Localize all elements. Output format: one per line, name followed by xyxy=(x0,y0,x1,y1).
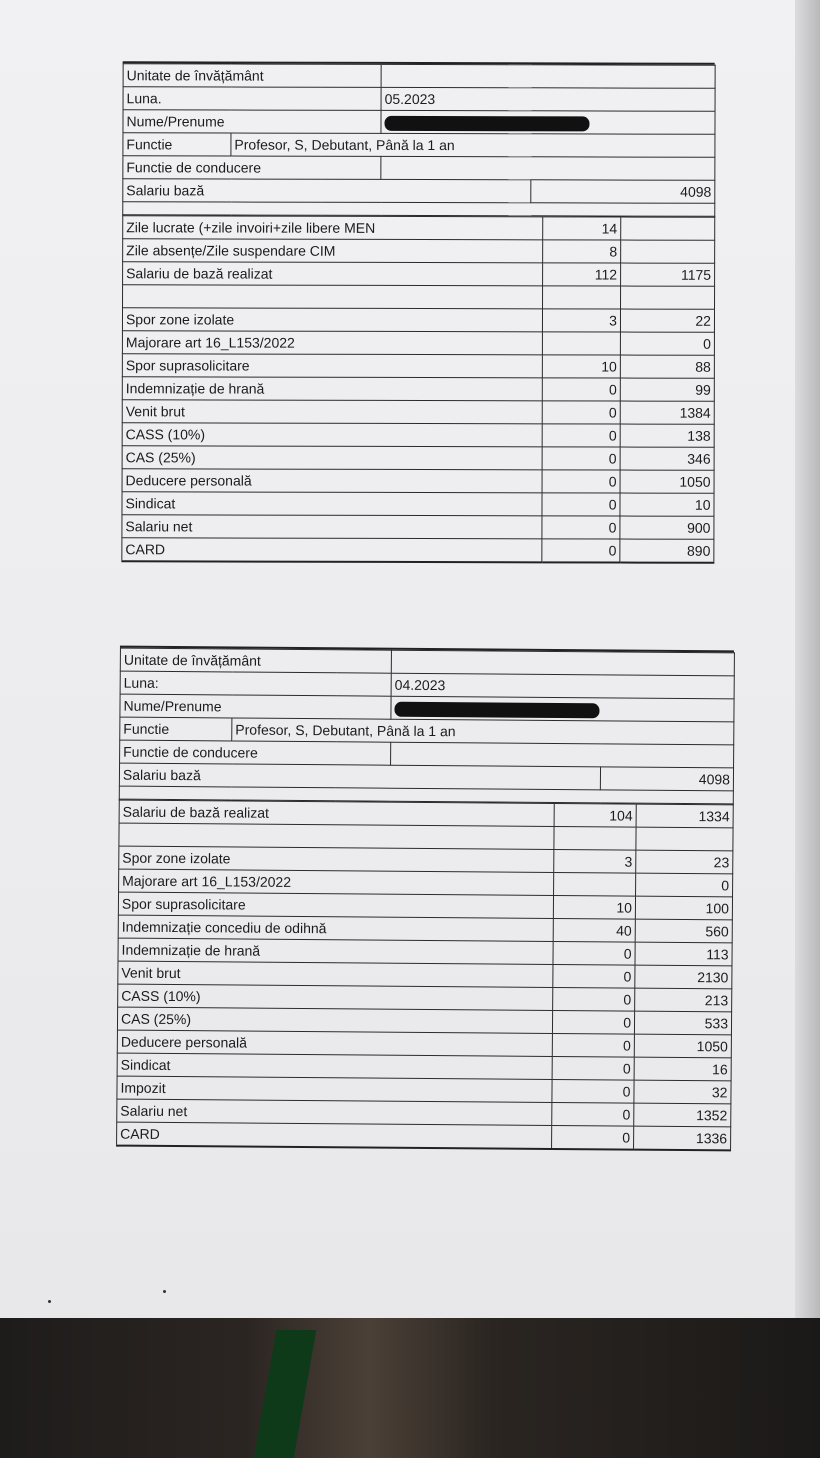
item-quantity: 0 xyxy=(542,447,620,470)
item-amount: 1352 xyxy=(634,1103,731,1127)
table-row xyxy=(122,469,714,494)
item-label: Majorare art 16_L153/2022 xyxy=(119,869,554,895)
item-label: Spor zone izolate xyxy=(119,846,554,872)
item-quantity: 3 xyxy=(554,850,636,874)
unit-label: Unitate de învățământ xyxy=(120,648,391,673)
function-value: Profesor, S, Debutant, Până la 1 an xyxy=(232,718,734,745)
table-row xyxy=(122,515,714,540)
item-quantity: 0 xyxy=(542,470,620,493)
leadership-label: Functie de conducere xyxy=(123,156,381,180)
item-amount: 1175 xyxy=(621,263,715,286)
item-label: Salariu net xyxy=(117,1099,552,1125)
table-row xyxy=(122,331,714,356)
paper-speck xyxy=(48,1300,51,1303)
function-label: Functie xyxy=(123,133,231,156)
item-label: CARD xyxy=(122,538,542,563)
item-quantity: 40 xyxy=(553,919,635,943)
item-label: Impozit xyxy=(117,1076,552,1102)
name-row xyxy=(123,110,715,135)
item-quantity: 0 xyxy=(542,378,620,401)
item-amount: 23 xyxy=(636,850,733,874)
table-row xyxy=(123,216,715,241)
item-amount: 32 xyxy=(634,1080,731,1104)
unit-label: Unitate de învățământ xyxy=(123,64,381,88)
table-row xyxy=(123,239,715,264)
background-floor xyxy=(0,1318,820,1458)
item-label: Spor zone izolate xyxy=(122,308,542,332)
item-label: Zile absențe/Zile suspendare CIM xyxy=(123,239,543,263)
item-amount: 1050 xyxy=(620,470,714,493)
redacted-name xyxy=(394,702,599,719)
item-quantity: 0 xyxy=(552,1080,634,1104)
item-label: Zile lucrate (+zile invoiri+zile libere MEN xyxy=(123,216,543,240)
item-label: Salariu de bază realizat xyxy=(119,800,554,826)
redacted-name xyxy=(385,116,590,132)
item-label: Venit brut xyxy=(122,400,542,424)
item-label: Majorare art 16_L153/2022 xyxy=(122,331,542,355)
item-quantity: 0 xyxy=(552,1126,634,1150)
item-quantity: 0 xyxy=(553,965,635,989)
table-row xyxy=(122,538,714,563)
item-quantity xyxy=(542,332,620,355)
item-label: Indemnizație de hrană xyxy=(118,938,553,964)
item-label: CAS (25%) xyxy=(122,446,542,470)
item-quantity: 0 xyxy=(552,1103,634,1127)
month-label: Luna. xyxy=(123,87,381,111)
function-value: Profesor, S, Debutant, Până la 1 an xyxy=(231,133,715,157)
name-label: Nume/Prenume xyxy=(123,110,381,134)
item-amount: 2130 xyxy=(635,965,732,989)
item-label: Indemnizație de hrană xyxy=(122,377,542,401)
item-amount: 16 xyxy=(634,1057,731,1081)
table-row xyxy=(122,308,714,333)
month-value: 04.2023 xyxy=(391,673,734,699)
item-quantity: 0 xyxy=(552,1011,634,1035)
item-label: CASS (10%) xyxy=(122,423,542,447)
item-label: Salariu de bază realizat xyxy=(123,262,543,286)
base-salary-row xyxy=(123,179,715,204)
paper-speck xyxy=(163,1290,166,1293)
payslip-april xyxy=(116,646,734,1152)
table-row xyxy=(122,423,714,448)
item-label: CARD xyxy=(117,1122,552,1149)
unit-value xyxy=(381,64,715,88)
base-salary-label: Salariu bază xyxy=(119,763,600,790)
item-amount: 22 xyxy=(620,309,714,332)
table-row xyxy=(122,354,714,379)
item-amount: 1334 xyxy=(636,804,733,828)
payslip-items-table xyxy=(116,800,734,1152)
unit-value xyxy=(391,650,734,676)
item-quantity: 3 xyxy=(542,309,620,332)
item-amount: 533 xyxy=(634,1011,731,1035)
base-salary-label: Salariu bază xyxy=(123,179,531,203)
item-amount: 1050 xyxy=(634,1034,731,1058)
item-amount: 100 xyxy=(635,896,732,920)
item-amount: 99 xyxy=(620,378,714,401)
base-salary-value: 4098 xyxy=(531,180,715,203)
base-salary-value: 4098 xyxy=(600,767,733,791)
payslip-items-table xyxy=(121,215,715,564)
item-quantity: 112 xyxy=(543,263,621,286)
item-label: CAS (25%) xyxy=(117,1007,552,1033)
item-quantity: 0 xyxy=(542,516,620,539)
item-quantity: 0 xyxy=(542,493,620,516)
item-quantity: 0 xyxy=(542,424,620,447)
table-row xyxy=(122,400,714,425)
item-amount: 1384 xyxy=(620,401,714,424)
item-quantity: 0 xyxy=(553,942,635,966)
item-quantity: 0 xyxy=(553,988,635,1012)
table-row xyxy=(122,492,714,517)
item-amount xyxy=(621,217,715,240)
item-quantity: 8 xyxy=(543,240,621,263)
month-label: Luna: xyxy=(120,671,391,696)
item-amount: 890 xyxy=(620,539,714,563)
item-quantity: 10 xyxy=(553,896,635,920)
item-label: Salariu net xyxy=(122,515,542,539)
function-label: Functie xyxy=(120,717,232,741)
item-amount: 346 xyxy=(620,447,714,470)
item-quantity: 0 xyxy=(552,1034,634,1058)
table-row xyxy=(117,1122,731,1150)
item-quantity: 10 xyxy=(542,355,620,378)
item-label: Sindicat xyxy=(117,1053,552,1079)
item-label: Spor suprasolicitare xyxy=(118,892,553,918)
name-value xyxy=(381,110,715,134)
item-label: CASS (10%) xyxy=(118,984,553,1010)
item-label xyxy=(119,823,554,849)
item-amount: 560 xyxy=(635,919,732,943)
item-amount: 900 xyxy=(620,516,714,539)
function-row xyxy=(123,133,715,158)
item-label: Deducere personală xyxy=(117,1030,552,1056)
item-amount: 0 xyxy=(620,332,714,355)
item-amount: 138 xyxy=(620,424,714,447)
payslip-header-table xyxy=(122,63,715,217)
table-row xyxy=(123,285,715,310)
table-row xyxy=(122,446,714,471)
item-quantity: 0 xyxy=(542,401,620,424)
item-label xyxy=(123,285,543,309)
item-quantity: 0 xyxy=(542,539,620,563)
item-amount: 88 xyxy=(620,355,714,378)
item-amount: 213 xyxy=(635,988,732,1012)
item-quantity: 14 xyxy=(543,217,621,240)
item-amount: 0 xyxy=(636,873,733,897)
item-label: Spor suprasolicitare xyxy=(122,354,542,378)
item-quantity xyxy=(554,827,636,851)
item-label: Venit brut xyxy=(118,961,553,987)
paper-edge xyxy=(795,0,820,1325)
item-label: Deducere personală xyxy=(122,469,542,493)
spacer-row xyxy=(123,202,715,217)
leadership-value xyxy=(391,742,734,768)
month-row xyxy=(123,87,715,112)
unit-row xyxy=(123,64,715,89)
item-amount xyxy=(621,286,715,309)
leadership-label: Functie de conducere xyxy=(120,740,391,765)
item-quantity: 104 xyxy=(554,804,636,828)
payslip-may xyxy=(121,61,714,564)
table-row xyxy=(123,262,715,287)
month-value: 05.2023 xyxy=(381,87,715,111)
item-quantity: 0 xyxy=(552,1057,634,1081)
payslip-header-table xyxy=(119,648,735,805)
leadership-row xyxy=(123,156,715,181)
item-label: Sindicat xyxy=(122,492,542,516)
item-amount: 10 xyxy=(620,493,714,516)
item-amount: 113 xyxy=(635,942,732,966)
item-quantity xyxy=(554,873,636,897)
name-value xyxy=(391,696,734,722)
item-amount xyxy=(636,827,733,851)
item-quantity xyxy=(543,286,621,309)
table-row xyxy=(122,377,714,402)
item-amount xyxy=(621,240,715,263)
item-label: Indemnizație concediu de odihnă xyxy=(118,915,553,941)
item-amount: 1336 xyxy=(634,1126,731,1150)
name-label: Nume/Prenume xyxy=(120,694,391,719)
leadership-value xyxy=(381,156,715,180)
